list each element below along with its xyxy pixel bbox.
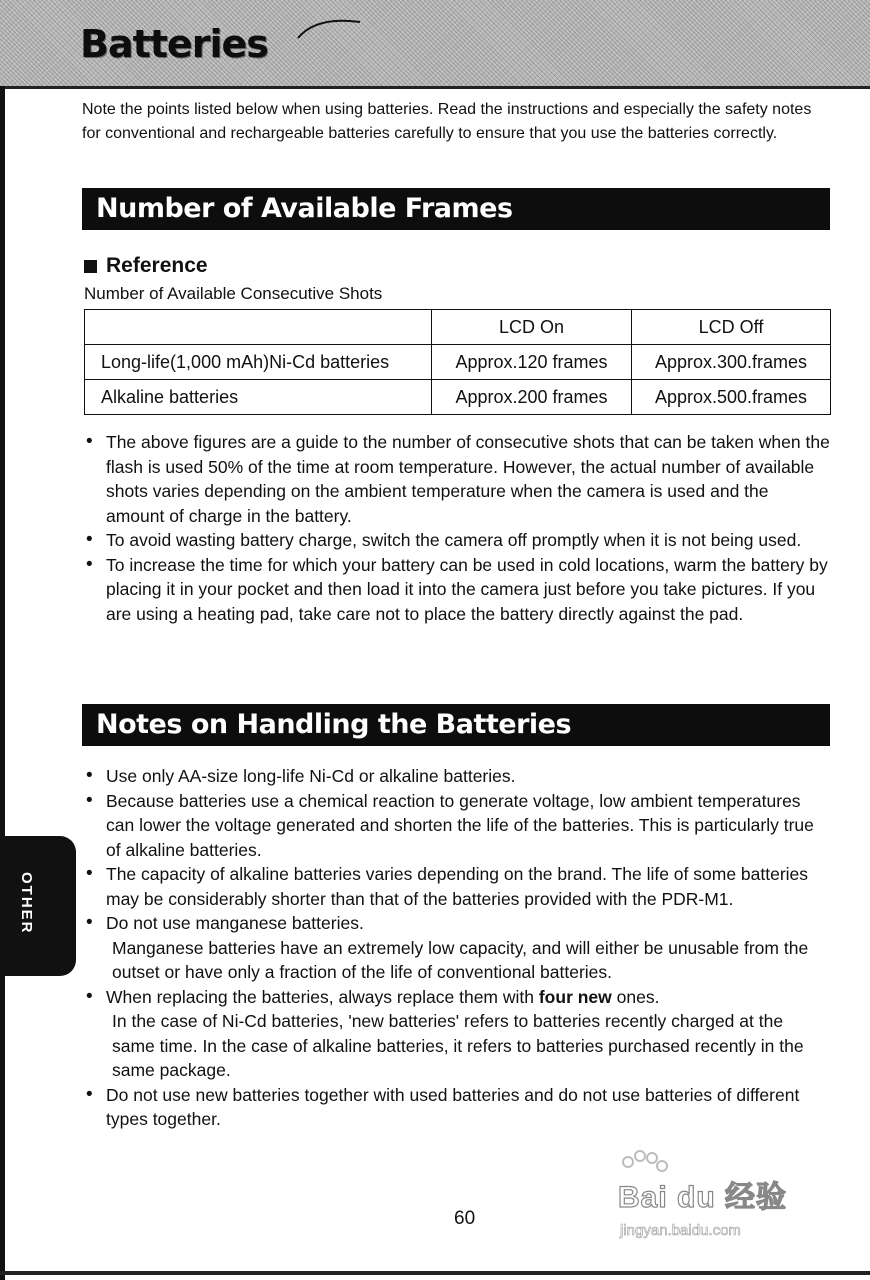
reference-heading-label: Reference <box>106 254 208 277</box>
table-header-cell <box>85 310 432 345</box>
intro-paragraph: Note the points listed below when using batteries. Read the instructions and especially the safety notes for conventional and rechargeable batteries carefully to ensure that you use the batteries correctly. <box>82 101 812 142</box>
side-tab-label: OTHER <box>18 872 35 935</box>
frames-table <box>84 309 831 415</box>
manganese-lead: Do not use manganese batteries. <box>106 913 364 933</box>
table-header-cell: LCD Off <box>632 310 831 345</box>
table-cell: Approx.500.frames <box>632 380 831 415</box>
page-number: 60 <box>454 1208 476 1229</box>
list-item: • To avoid wasting battery charge, switch the camera off promptly when it is not being used. <box>84 528 830 553</box>
table-cell: Approx.120 frames <box>432 345 632 380</box>
table-cell: Alkaline batteries <box>85 380 432 415</box>
list-item: • The above figures are a guide to the number of consecutive shots that can be taken when the flash is used 50% of the time at room temperature. However, the actual number of available shots varies depending on the ambient temperature when the camera is used and the amount of charge in the battery. <box>84 430 830 528</box>
list-item: • Do not use new batteries together with used batteries and do not use batteries of different types together. <box>84 1083 830 1132</box>
list-item: • To increase the time for which your battery can be used in cold locations, warm the battery by placing it in your pocket and then load it into the camera just before you take pictures. If you are using a heating pad, take care not to place the battery directly against the pad. <box>84 553 830 627</box>
section-heading-frames: Number of Available Frames <box>82 188 830 230</box>
watermark-site: jingyan.baidu.com <box>620 1222 741 1239</box>
section-heading-handling: Notes on Handling the Batteries <box>82 704 830 746</box>
swoosh-decoration <box>296 12 366 42</box>
table-header-cell: LCD On <box>432 310 632 345</box>
table-caption: Number of Available Consecutive Shots <box>84 284 383 303</box>
table-row <box>85 380 831 415</box>
square-bullet-icon <box>84 260 97 273</box>
table-cell: Approx.200 frames <box>432 380 632 415</box>
watermark-brand: Bai du 经验 <box>618 1181 788 1214</box>
list-item: • The capacity of alkaline batteries varies depending on the brand. The life of some batteries may be considerably shorter than that of the batteries provided with the PDR-M1. <box>84 862 830 911</box>
list-item: • Because batteries use a chemical reaction to generate voltage, low ambient temperatures can lower the voltage generated and shorten the life of the batteries. This is particularly true of alkaline batteries. <box>84 789 830 863</box>
replace-detail: In the case of Ni-Cd batteries, 'new batteries' refers to batteries recently charged at the same time. In the case of alkaline batteries, it refers to batteries purchased recently in the same package. <box>112 1011 804 1080</box>
list-item-manganese <box>84 911 830 985</box>
table-row <box>85 345 831 380</box>
bottom-edge-rule <box>0 1271 870 1275</box>
replace-lead-after: ones. <box>611 986 660 1007</box>
side-tab <box>0 836 76 976</box>
replace-lead-bold: four new <box>538 986 612 1007</box>
page-title: Batteries <box>80 22 268 66</box>
left-edge-rule <box>0 86 5 1280</box>
table-cell: Approx.300.frames <box>632 345 831 380</box>
frames-notes-list <box>84 430 830 626</box>
list-item: • Use only AA-size long-life Ni-Cd or alkaline batteries. <box>84 764 830 789</box>
manganese-detail: Manganese batteries have an extremely low capacity, and will either be unusable from the outset or have only a fraction of the life of conventional batteries. <box>112 937 809 982</box>
table-header-row <box>85 310 831 345</box>
table-cell: Long-life(1,000 mAh)Ni-Cd batteries <box>85 345 432 380</box>
list-item-replace <box>84 985 830 1083</box>
reference-heading <box>84 254 208 278</box>
replace-lead-before: When replacing the batteries, always replace them with <box>106 986 539 1007</box>
handling-notes-list <box>84 764 830 1132</box>
